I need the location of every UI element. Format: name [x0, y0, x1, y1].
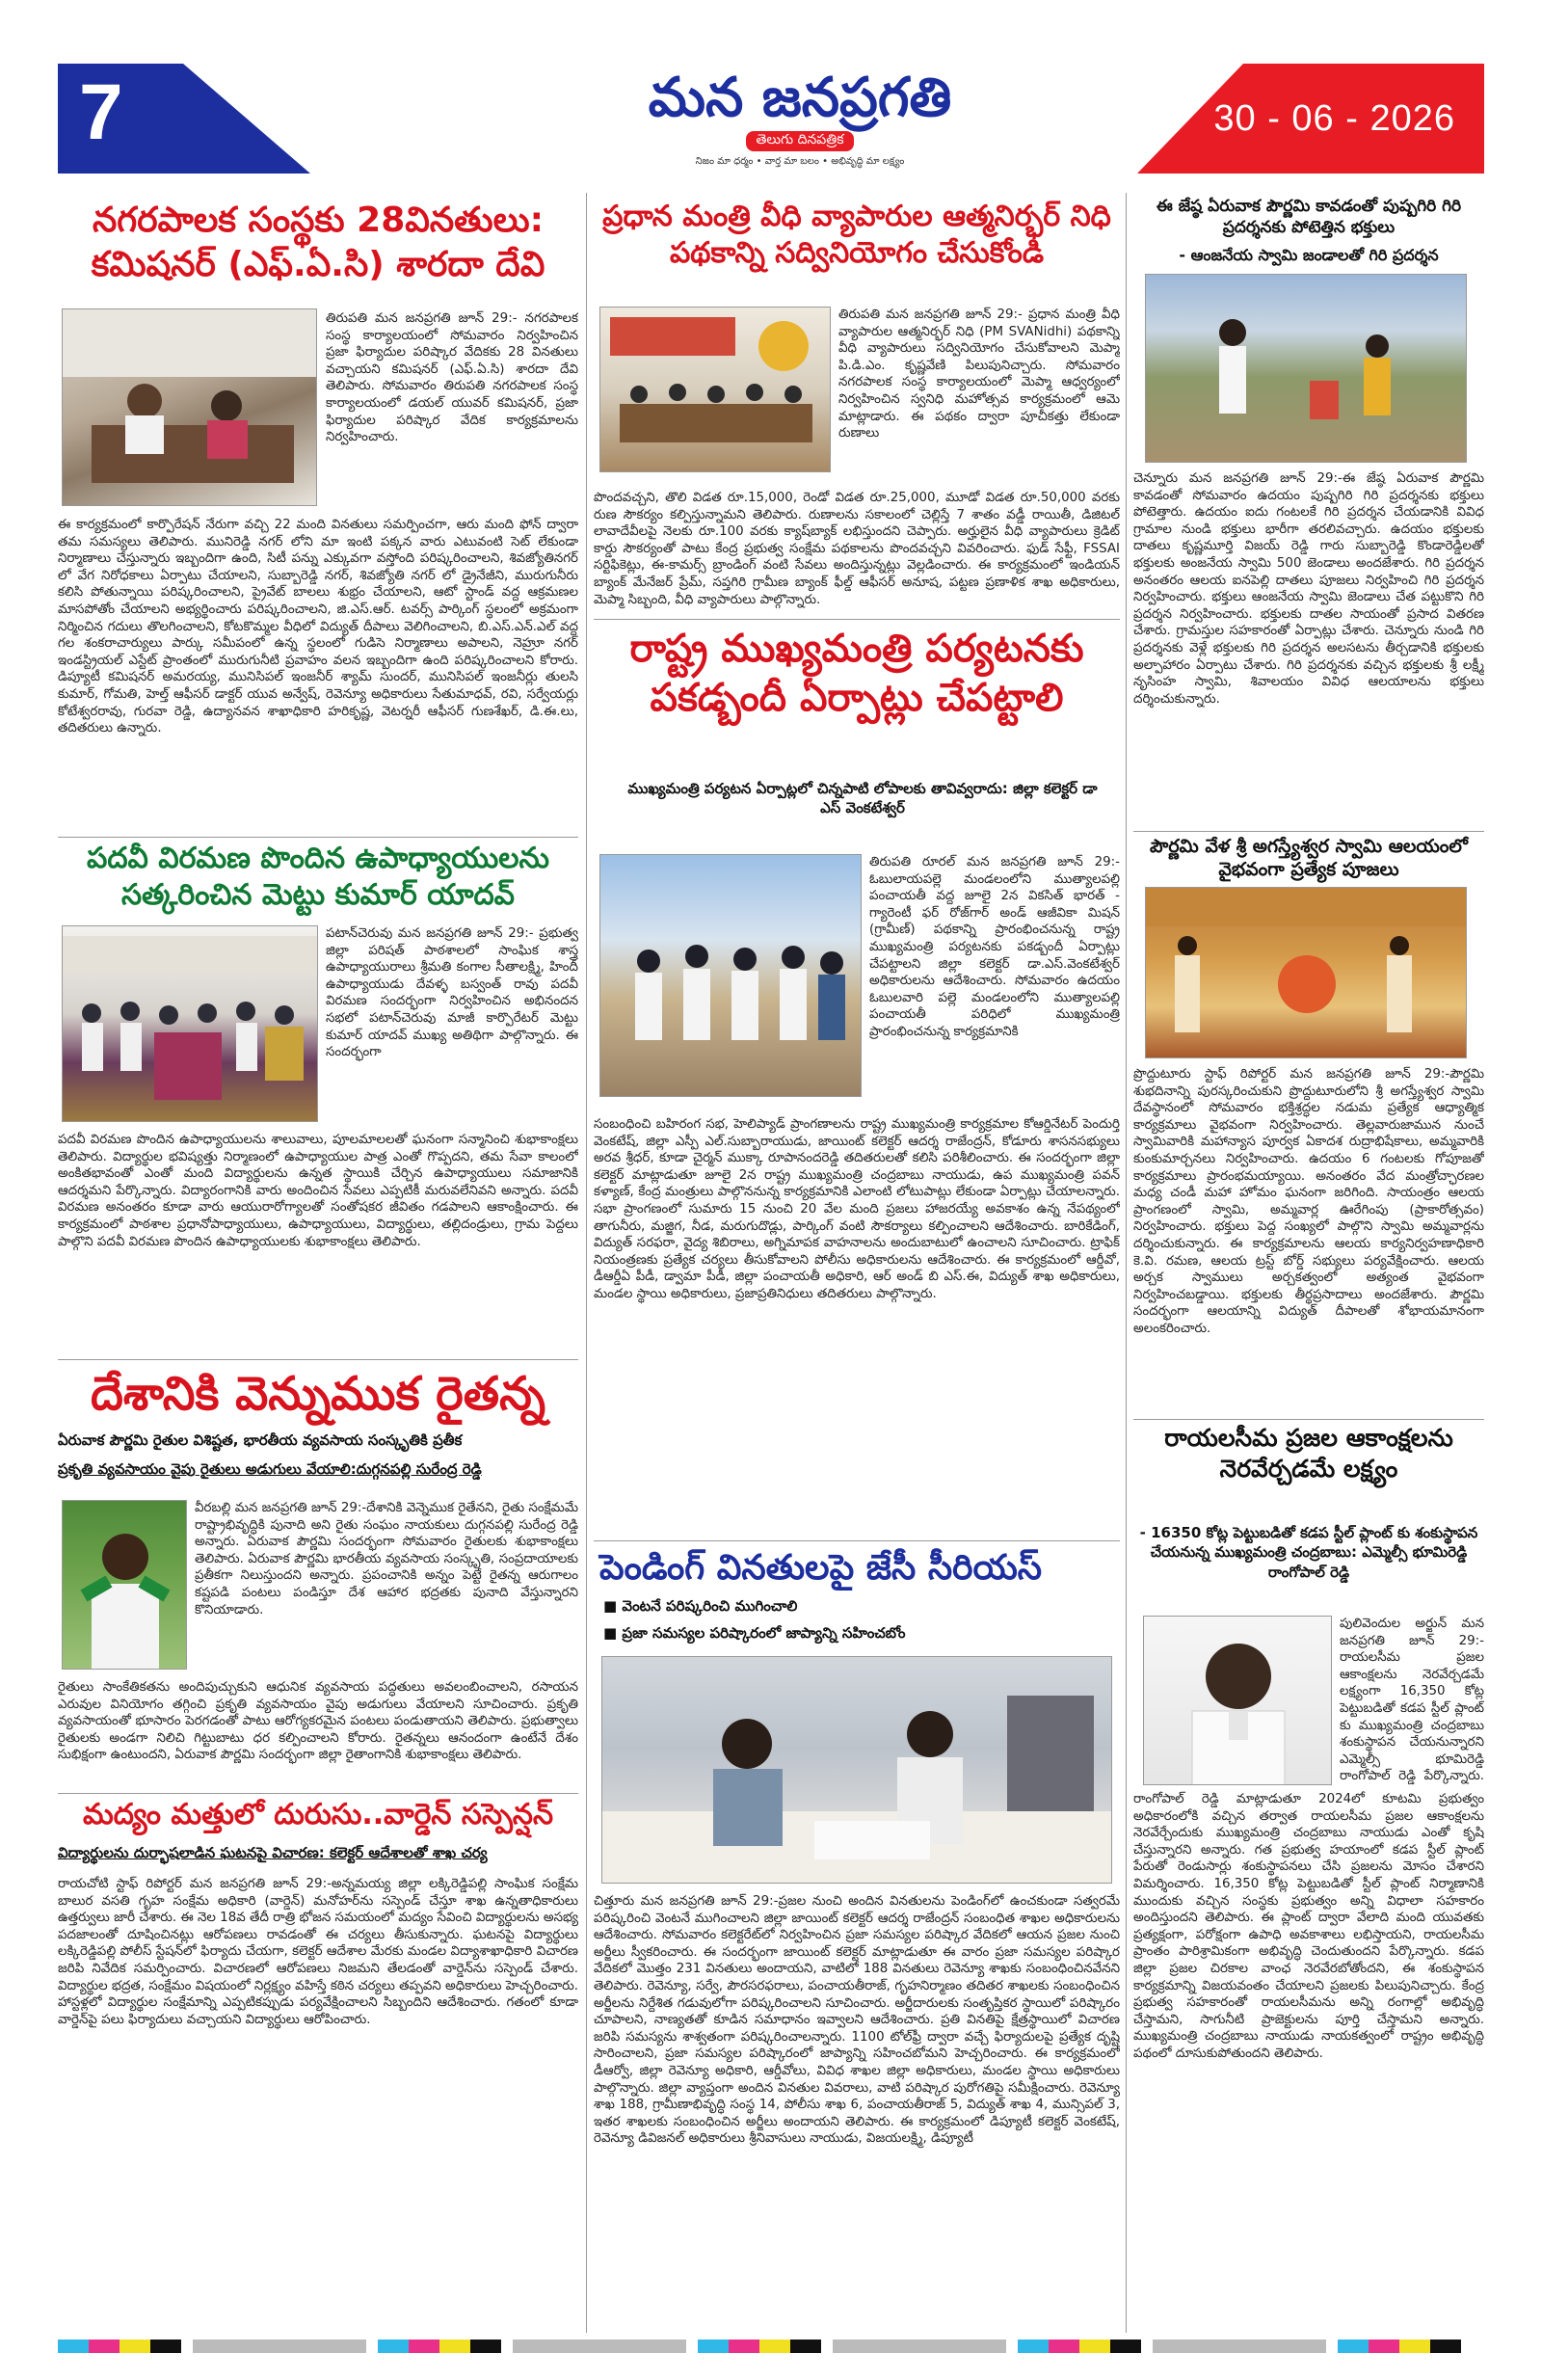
- column-divider: [1126, 193, 1127, 2333]
- article-body: తిరుపతి రూరల్ మన జనప్రగతి జూన్ 29:- ఓబులాయపల్లె మండలంలోని ముత్యాలపల్లి పంచాయతీ వద్ద జూలై 2న వికసిత్ భారత్ - గ్యారెంటీ ఫర్ రోజ్‌గార్ అండ్ ఆజీవికా మిషన్ (గ్రామీణ్) పథకాన్ని ప్రారంభించనున్న రాష్ట్ర ముఖ్యమంత్రి పర్యటనకు పకడ్బందీ ఏర్పాట్లు చేపట్టాలని జిల్లా కలెక్టర్ డా.ఎస్.వెంకటేశ్వర్ అధికారులను ఆదేశించారు. సోమవారం ఉదయం ఓబులవారి పల్లె మండలంలోని ముత్యాలపల్లి పంచాయతీ పరిధిలో ముఖ్యమంత్రి ప్రారంభించనున్న కార్యక్రమానికి: [869, 855, 1120, 1039]
- article-body: ఈ కార్యక్రమంలో కార్పొరేషన్ నేరుగా వచ్చి 22 మంది వినతులు సమర్పించగా, ఆరు మంది ఫోన్ ద్వారా తమ సమస్యలు తెలిపారు. మునిరెడ్డి నగర్ లోని మా ఇంటి పక్కన వారు ఎటువంటి సెట్ లేకుండా నిర్మాణాలు చేస్తున్నారు ఇబ్బందిగా ఉంది, సిటీ పన్ను ఎక్కువగా వస్తోంది పరిష్కరించాలని, శివజ్యోతినగర్ లో వేగ నిరోధకాలు ఏర్పాటు చేయాలని, సుబ్బారెడ్డి నగర్, శివజ్యోతి నగర్ లో డ్రైనేజీని, మురుగునీరు కలిసి పోతున్నాయి పరిష్కరించాలని, ప్రైవేట్ బాలలు శుభ్రం చేయాలని, ఆటో స్టాండ్ వద్ద ఆక్రమణల మాసపోతోం చేయాలని అభ్యర్థించారు పరిష్కరించాలని, జి.ఎస్.ఆర్. టవర్స్ పార్కింగ్ స్థలంలో అక్రమంగా నిర్మించిన గదులు తొలగించాలని, కోటకొమ్మల వీధిలో విద్యుత్ దీపాలు వెలిగించాలని, బి.ఎస్.ఎన్.ఎల్ వద్ద గల శంకరాచార్యులు పార్కు సమీపంలో ఉన్న స్థలంలో గుడిసె నిర్మాణాలు అపాలని, నెహ్రూ నగర్ ఇండస్ట్రియల్ ఎస్టేట్ ప్రాంతంలో మురుగునీటి ప్రవాహం వలన ఇబ్బందిగా ఉంది పరిష్కరించాలని కోరారు. డిప్యూటీ కమిషనర్ అమరయ్య, మునిసిపల్ ఇంజనీర్ శ్యామ్ సుందర్, మునిసిపల్ ఇంజనీర్లు తులసి కుమార్, గోమతి, హెల్త్ ఆఫీసర్ డాక్టర్ యువ అన్వేష్, రెవెన్యూ అధికారులు సేతుమాధవ్, రవి, సర్వేయర్లు కోటేశ్వరరావు, గురవా రెడ్డి, ఉద్యానవన శాఖాధికారి హరికృష్ణ, వెటర్నరీ ఆఫీసర్ గుణశేఖర్, డి.ఈ.లు, తదితరులు ఉన్నారు.: [58, 518, 578, 736]
- masthead: [58, 64, 1484, 174]
- article-body: చిత్తూరు మన జనప్రగతి జూన్ 29:-ప్రజల నుంచి అందిన వినతులను పెండింగ్‌లో ఉంచకుండా సత్వరమే పరిష్కరించి వెంటనే ముగించాలని జిల్లా జాయింట్ కలెక్టర్ ఆదర్శ రాజేంద్రన్ సంబంధిత శాఖల అధికారులను ఆదేశించారు. సోమవారం కలెక్టరేట్‌లో నిర్వహించిన ప్రజా సమస్యల పరిష్కార వేదికలో ఆయన ప్రజల నుంచి అర్జీలు స్వీకరించారు. ఈ సందర్భంగా జాయింట్ కలెక్టర్ మాట్లాడుతూ ఈ వారం ప్రజా సమస్యల పరిష్కార వేదికలో మొత్తం 231 వినతులు అందాయని, వాటిలో 188 వినతులు రెవెన్యూ శాఖకు సంబంధించినవేనని తెలిపారు. రెవెన్యూ, సర్వే, పౌరసరఫరాలు, పంచాయతీరాజ్, గృహనిర్మాణం తదితర శాఖలకు సంబంధించిన అర్జీలను నిర్దేశిత గడువులోగా పరిష్కరించాలని సూచించారు. అర్జీదారులకు సంతృప్తికర స్థాయిలో పరిష్కారం చూపాలని, నాణ్యతతో కూడిన సమాధానం ఇవ్వాలని ఆదేశించారు. ప్రతి వినతిపై క్షేత్రస్థాయిలో విచారణ జరిపి సమస్యను శాశ్వతంగా పరిష్కరించాలన్నారు. 1100 టోల్‌ఫ్రీ ద్వారా వచ్చే ఫిర్యాదులపై ప్రత్యేక దృష్టి సారించాలని, ప్రజా సమస్యల పరిష్కారంలో జాప్యాన్ని సహించబోమని హెచ్చరించారు. ఈ కార్యక్రమంలో డీఆర్వో, జిల్లా రెవెన్యూ అధికారి, ఆర్డీవోలు, వివిధ శాఖల జిల్లా అధికారులు, మండల స్థాయి అధికారులు పాల్గొన్నారు. జిల్లా వ్యాప్తంగా అందిన వినతుల వివరాలు, వాటి పరిష్కార పురోగతిపై సమీక్షించారు. రెవెన్యూ శాఖ 188, గ్రామీణాభివృద్ధి సంస్థ 14, పోలీసు శాఖ 6, పంచాయతీరాజ్ 5, విద్యుత్ శాఖ 4, మున్సిపల్ 3, ఇతర శాఖలకు సంబంధించిన అర్జీలు అందాయని తెలిపారు. ఈ కార్యక్రమంలో డిప్యూటీ కలెక్టర్ వెంకటేష్, రెవెన్యూ డివిజనల్ అధికారులు శ్రీనివాసులు నాయుడు, విజయలక్ష్మి, డిప్యూటీ: [594, 1894, 1120, 2147]
- article-subheading: ముఖ్యమంత్రి పర్యటన ఏర్పాట్లలో చిన్నపాటి లోపాలకు తావివ్వరాదు: జిల్లా కలెక్టర్ డా ఎస్ వెంకటేశ్వర్: [627, 780, 1098, 817]
- article-headline: దేశానికి వెన్నుముక రైతన్న: [90, 1367, 546, 1421]
- issue-date: 30 - 06 - 2026: [1213, 98, 1455, 139]
- article-body: చెన్నూరు మన జనప్రగతి జూన్ 29:-ఈ జేష్ఠ ఏరువాక పౌర్ణమి కావడంతో సోమవారం ఉదయం పుష్పగిరి గిరి ప్రదర్శనకు భక్తులు పోటెత్తారు. ఉదయం ఐదు గంటలకే గిరి ప్రదర్శన చేయడానికి వివిధ గ్రామాల నుండి భక్తులు భారీగా తరలివచ్చారు. ఉదయం భక్తులకు దాతలు కృష్ణమూర్తి విజయ్ రెడ్డి గారు సుబ్బారెడ్డి కొండారెడ్డిలతో భక్తులకు అంజనేయ స్వామి 500 జెండాలు అందజేశారు. గిరి ప్రదర్శన అనంతరం ఆలయ ఐనపెల్లి దాతలు పూజలు నిర్వహించి గిరి ప్రదర్శన నిర్వహించారు. భక్తులు ఆంజనేయ స్వామి జెండాలు చేత పట్టుకొని గిరి ప్రదర్శన నిర్వహించారు. భక్తులకు దాతల సాయంతో ప్రసాద వితరణ చేశారు. గ్రామస్తుల సహకారంతో ఏర్పాట్లు చేశారు. చెన్నూరు నుండి గిరి ప్రదర్శనకు వెళ్లే భక్తులకు గిరి ప్రదర్శన అలసటను తీర్చడానికి భక్తులకు అల్పాహారం ఏర్పాటు చేశారు. గిరి ప్రదర్శనకు వచ్చిన భక్తులకు శ్రీ లక్ష్మీ నృసింహ స్వామి, శివాలయం వివిధ ఆలయాలను భక్తులు దర్శించుకున్నారు.: [1133, 471, 1484, 707]
- article-separator: [58, 1793, 578, 1794]
- article-headline: పదవీ విరమణ పొందిన ఉపాధ్యాయులను సత్కరించిన మెట్టు కుమార్ యాదవ్: [87, 842, 549, 913]
- subheading-text: వెంటనే పరిష్కరించి ముగించాలి: [622, 1597, 798, 1615]
- article-body: ప్రొద్దుటూరు స్టాఫ్ రిపోర్టర్ మన జనప్రగతి జూన్ 29:-పౌర్ణమి శుభదినాన్ని పురస్కరించుకుని ప్రొద్దుటూరులోని శ్రీ అగస్త్యేశ్వర స్వామి దేవస్థానంలో సోమవారం భక్తిశ్రద్ధల నడుమ ప్రత్యేక ఆధ్యాత్మిక కార్యక్రమాలు వైభవంగా నిర్వహించారు. తెల్లవారుజామున నుంచే స్వామివారికి మహాన్యాస పూర్వక ఏకాదశ రుద్రాభిషేకాలు, అమ్మవారికి కుంకుమార్చనలు నిర్వహించారు. ఉదయం 6 గంటలకు గోపూజతో కార్యక్రమాలు ప్రారంభమయ్యాయి. అనంతరం వేద మంత్రోచ్ఛారణల మధ్య చండీ మహా హోమం ఘనంగా జరిగింది. సాయంత్రం ఆలయ ప్రాంగణంలో స్వామి, అమ్మవార్ల ఊరేగింపు (ప్రాకారోత్సవం) నిర్వహించారు. భక్తులు పెద్ద సంఖ్యలో పాల్గొని స్వామి అమ్మవార్లను దర్శించుకున్నారు. ఈ కార్యక్రమాలను ఆలయ కార్యనిర్వహణాధికారి కె.వి. రమణ, ఆలయ ట్రస్ట్ బోర్డ్ సభ్యులు పర్యవేక్షించారు. ఆలయ అర్చక స్వాములు అర్చకత్వంలో అత్యంత వైభవంగా నిర్వహించబడ్డాయి. భక్తులకు తీర్థప్రసాదాలు అందజేశారు. పౌర్ణమి సందర్భంగా ఆలయాన్ని విద్యుత్ దీపాలతో శోభాయమానంగా అలంకరించారు.: [1133, 1067, 1484, 1336]
- person-photo: [62, 1500, 187, 1670]
- article-subheading: ■ ప్రజా సమస్యల పరిష్కారంలో జాప్యాన్ని సహించబోం: [603, 1624, 906, 1642]
- article-subheading: - 16350 కోట్ల పెట్టుబడితో కడప స్టీల్ ప్లాంట్ కు శంకుస్థాపన చేయనున్న ముఖ్యమంత్రి చంద్రబాబు: ఎమ్మెల్సీ భూమిరెడ్డి రాంగోపాల్ రెడ్డి: [1139, 1524, 1478, 1581]
- article-headline: ఈ జేష్ఠ ఏరువాక పౌర్ణమి కావడంతో పుష్పగిరి గిరి ప్రదర్శనకు పోటెత్తిన భక్తులు: [1156, 197, 1462, 237]
- newspaper-logo: [612, 67, 988, 170]
- article-body: రాంగోపాల్ రెడ్డి మాట్లాడుతూ 2024లో కూటమి ప్రభుత్వం అధికారంలోకి వచ్చిన తర్వాత రాయలసీమ ప్రజల ఆకాంక్షలను నెరవేర్చేందుకు ముఖ్యమంత్రి చంద్రబాబు నాయుడు ఎంతో కృషి చేస్తున్నారని అన్నారు. గత ప్రభుత్వ హయాంలో కడప స్టీల్ ప్లాంట్ పేరుతో రెండుసార్లు శంకుస్థాపనలు చేసి ప్రజలను మోసం చేశారని విమర్శించారు. 16,350 కోట్ల పెట్టుబడితో స్టీల్ ప్లాంట్ నిర్మాణానికి ముందుకు వచ్చిన సంస్థకు ప్రభుత్వం అన్ని విధాలా సహకారం అందిస్తుందని తెలిపారు. ఈ ప్లాంట్ ద్వారా వేలాది మంది యువతకు ప్రత్యక్షంగా, పరోక్షంగా ఉపాధి అవకాశాలు లభిస్తాయని, రాయలసీమ ప్రాంతం పారిశ్రామికంగా అభివృద్ధి చెందుతుందని పేర్కొన్నారు. కడప జిల్లా ప్రజల చిరకాల వాంఛ నెరవేరబోతోందని, ఈ శంకుస్థాపన కార్యక్రమాన్ని విజయవంతం చేయాలని ప్రజలకు పిలుపునిచ్చారు. కేంద్ర ప్రభుత్వ సహకారంతో రాయలసీమను అన్ని రంగాల్లో అభివృద్ధి చేస్తామని, సాగునీటి ప్రాజెక్టులను పూర్తి చేస్తామని అన్నారు. ముఖ్యమంత్రి చంద్రబాబు నాయుడు నాయకత్వంలో రాష్ట్రం అభివృద్ధి పథంలో దూసుకుపోతుందని తెలిపారు.: [1133, 1792, 1484, 2061]
- logo-sub: నిజం మా ధర్మం • వార్త మా బలం • అభివృద్ధి మా లక్ష్యం: [695, 156, 905, 167]
- article-body: వీరబల్లి మన జనప్రగతి జూన్ 29:-దేశానికి వెన్నెముక రైతేనని, రైతు సంక్షేమమే రాష్ట్రాభివృద్ధికి పునాది అని రైతు సంఘం నాయకులు దుగ్గనపల్లి సురేంద్ర రెడ్డి అన్నారు. ఏరువాక పౌర్ణమి సందర్భంగా సోమవారం రైతులకు శుభాకాంక్షలు తెలిపారు. ఏరువాక పౌర్ణమి భారతీయ వ్యవసాయ సంస్కృతి, సంప్రదాయాలకు ప్రతీకగా నిలుస్తుందని అన్నారు. ప్రపంచానికి అన్నం పెట్టే రైతన్న ఆరుగాలం కష్టపడి పంటలు పండిస్తూ దేశ ఆహార భద్రతకు పునాది వేస్తున్నారని కొనియాడారు.: [195, 1501, 578, 1618]
- article-photo: [1145, 887, 1467, 1058]
- article-body: రాయచోటి స్టాఫ్ రిపోర్టర్ మన జనప్రగతి జూన్ 29:-అన్నమయ్య జిల్లా లక్కిరెడ్డిపల్లి సాంఘిక సంక్షేమ బాలుర వసతి గృహ సంక్షేమ అధికారి (వార్డెన్) మనోహర్‌ను సస్పెండ్ చేస్తూ శాఖ ఉన్నతాధికారులు ఉత్తర్వులు జారీ చేశారు. ఈ నెల 18వ తేదీ రాత్రి భోజన సమయంలో మద్యం సేవించి విద్యార్థులను అసభ్య పదజాలంతో దూషించినట్లు ఆరోపణలు రావడంతో ఈ చర్యలు తీసుకున్నారు. ఘటనపై విద్యార్థులు లక్కిరెడ్డిపల్లి పోలీస్ స్టేషన్‌లో ఫిర్యాదు చేయగా, కలెక్టర్ ఆదేశాల మేరకు మండల విద్యాశాఖాధికారి విచారణ జరిపి నివేదిక సమర్పించారు. విచారణలో ఆరోపణలు నిజమని తేలడంతో వార్డెన్‌ను సస్పెండ్ చేశారు. విద్యార్థుల భద్రత, సంక్షేమం విషయంలో నిర్లక్ష్యం వహిస్తే కఠిన చర్యలు తప్పవని అధికారులు హెచ్చరించారు. హాస్టళ్లలో విద్యార్థుల సంక్షేమాన్ని ఎప్పటికప్పుడు పర్యవేక్షించాలని సిబ్బందిని ఆదేశించారు. గతంలో కూడా వార్డెన్‌పై పలు ఫిర్యాదులు వచ్చాయని విద్యార్థులు ఆరోపించారు.: [58, 1877, 578, 2027]
- article-separator: [58, 1359, 578, 1360]
- article-headline: పౌర్ణమి వేళ శ్రీ అగస్త్యేశ్వర స్వామి ఆలయంలో వైభవంగా ప్రత్యేక పూజలు: [1150, 836, 1468, 881]
- article-separator: [1133, 1419, 1484, 1420]
- article-separator: [58, 837, 578, 838]
- article-subheading: ఏరువాక పౌర్ణమి రైతుల విశిష్టత, భారతీయ వ్యవసాయ సంస్కృతికి ప్రతీక: [58, 1431, 463, 1449]
- page-number: 7: [79, 68, 123, 156]
- article-headline: నగరపాలక సంస్థకు 28వినతులు: కమిషనర్ (ఎఫ్.ఏ.సి) శారదా దేవి: [91, 201, 545, 285]
- article-headline: రాయలసీమ ప్రజల ఆకాంక్షలను నెరవేర్చడమే లక్ష్యం: [1164, 1424, 1453, 1483]
- logo-tagline: తెలుగు దినపత్రిక: [746, 131, 853, 151]
- article-photo: [599, 854, 862, 1097]
- article-headline: రాష్ట్ర ముఖ్యమంత్రి పర్యటనకు పకడ్బందీ ఏర్పాట్లు చేపట్టాలి: [629, 627, 1084, 721]
- article-subheading: విద్యార్థులను దుర్భాషలాడిన ఘటనపై విచారణ: కలెక్టర్ ఆదేశాలతో శాఖ చర్య: [58, 1844, 488, 1861]
- article-headline: మద్యం మత్తులో దురుసు..వార్డెన్ సస్పెన్షన్: [82, 1798, 553, 1832]
- article-headline: పెండింగ్ వినతులపై జేసీ సీరియస్: [599, 1548, 1043, 1588]
- article-subheading: - ఆంజనేయ స్వామి జండాలతో గిరి ప్రదర్శన: [1179, 246, 1439, 264]
- column-divider: [586, 193, 587, 2333]
- article-photo: [62, 925, 318, 1122]
- article-headline: ప్రధాన మంత్రి వీధి వ్యాపారుల ఆత్మనిర్భర్ నిధి పథకాన్ని సద్వినియోగం చేసుకోండి: [602, 200, 1111, 271]
- article-separator: [594, 1540, 1120, 1541]
- article-photo: [1145, 274, 1467, 463]
- person-photo: [1143, 1616, 1332, 1785]
- logo-text: మన జనప్రగతి: [648, 67, 952, 129]
- article-body: రైతులు సాంకేతికతను అందిపుచ్చుకుని ఆధునిక వ్యవసాయ పద్ధతులు అవలంబించాలని, రసాయన ఎరువుల వినియోగం తగ్గించి ప్రకృతి వ్యవసాయం వైపు అడుగులు వేయాలని సూచించారు. ప్రకృతి వ్యవసాయంతో భూసారం పెరగడంతో పాటు ఆరోగ్యకరమైన పంటలు పండుతాయని తెలిపారు. ప్రభుత్వాలు రైతులకు అండగా నిలిచి గిట్టుబాటు ధర కల్పించాలని కోరారు. రైతన్నలు ఆనందంగా ఉంటేనే దేశం సుభిక్షంగా ఉంటుందని, ఏరువాక పౌర్ణమి సందర్భంగా జిల్లా రైతాంగానికి శుభాకాంక్షలు తెలిపారు.: [58, 1680, 578, 1763]
- article-photo: [62, 308, 317, 506]
- article-separator: [594, 619, 1120, 620]
- article-body: పొందవచ్చని, తొలి విడత రూ.15,000, రెండో విడత రూ.25,000, మూడో విడత రూ.50,000 వరకు రుణ సౌకర్యం కల్పిస్తున్నామని తెలిపారు. రుణాలను సకాలంలో చెల్లిస్తే 7 శాతం వడ్డీ రాయితీ, డిజిటల్ లావాదేవీలపై నెలకు రూ.100 వరకు క్యాష్‌బ్యాక్ లభిస్తుందని చెప్పారు. అర్హులైన వీధి వ్యాపారులు క్రెడిట్ కార్డు సౌకర్యంతో పాటు కేంద్ర ప్రభుత్వ సంక్షేమ పథకాలను పొందవచ్చని వివరించారు. ఫుడ్ సేఫ్టీ, FSSAI సర్టిఫికెట్లు, ఈ-కామర్స్ బ్రాండింగ్ వంటి సేవలు అందిస్తున్నట్లు వెల్లడించారు. ఈ కార్యక్రమంలో ఇండియన్ బ్యాంక్ మేనేజర్ ప్రేమ్, సప్తగిరి గ్రామీణ బ్యాంక్ ఫీల్డ్ ఆఫీసర్ అనూష, పట్టణ ప్రణాళిక శాఖ అధికారులు, మెప్మా సిబ్బంది, వీధి వ్యాపారులు పాల్గొన్నారు.: [594, 491, 1120, 607]
- article-body: సంబంధించి బహిరంగ సభ, హెలిప్యాడ్ ప్రాంగణాలను రాష్ట్ర ముఖ్యమంత్రి కార్యక్రమాల కోఆర్డినేటర్ పెందుర్తి వెంకటేష్, జిల్లా ఎస్పీ ఎల్.సుబ్బారాయుడు, జాయింట్ కలెక్టర్ ఆదర్శ రాజేంద్రన్, కోడూరు శాసనసభ్యులు అరవ శ్రీధర్, కూడా చైర్మన్ ముక్కా రూపానందరెడ్డి తదితరులతో కలిసి పరిశీలించారు. ఈ సందర్భంగా జిల్లా కలెక్టర్ మాట్లాడుతూ జూలై 2న రాష్ట్ర ముఖ్యమంత్రి చంద్రబాబు నాయుడు, ఉప ముఖ్యమంత్రి పవన్ కళ్యాణ్, కేంద్ర మంత్రులు పాల్గొననున్న కార్యక్రమానికి ఎలాంటి లోటుపాట్లు లేకుండా ఏర్పాట్లు చేయాలన్నారు. సభా ప్రాంగణంలో సుమారు 15 నుంచి 20 వేల మంది ప్రజలు హాజరయ్యే అవకాశం ఉన్న నేపథ్యంలో తాగునీరు, మజ్జిగ, నీడ, మరుగుదొడ్లు, పార్కింగ్ వంటి సౌకర్యాలు కల్పించాలని ఆదేశించారు. బారికేడింగ్, విద్యుత్ సరఫరా, వైద్య శిబిరాలు, అగ్నిమాపక వాహనాలను అందుబాటులో ఉంచాలని సూచించారు. ట్రాఫిక్ నియంత్రణకు ప్రత్యేక చర్యలు తీసుకోవాలని పోలీసు అధికారులను ఆదేశించారు. ఈ కార్యక్రమంలో ఆర్డీవో, డీఆర్డీఏ పీడీ, డ్వామా పీడీ, జిల్లా పంచాయతీ అధికారి, ఆర్ అండ్ బి ఎస్.ఈ, విద్యుత్ శాఖ అధికారులు, మండల స్థాయి అధికారులు, ప్రజాప్రతినిధులు తదితరులు పాల్గొన్నారు.: [594, 1117, 1120, 1301]
- article-body: తిరుపతి మన జనప్రగతి జూన్ 29:- నగరపాలక సంస్థ కార్యాలయంలో సోమవారం నిర్వహించిన ప్రజా ఫిర్యాదుల పరిష్కార వేదికకు 28 వినతులు వచ్చాయని కమిషనర్ (ఎఫ్.ఏ.సి) శారదా దేవి తెలిపారు. సోమవారం తిరుపతి నగరపాలక సంస్థ కార్యాలయంలో డయల్ యువర్ కమిషనర్, ప్రజా ఫిర్యాదుల పరిష్కార వేదిక కార్యక్రమాలను నిర్వహించారు.: [326, 311, 578, 445]
- article-body: పటాన్‌చెరువు మన జనప్రగతి జూన్ 29:- ప్రభుత్వ జిల్లా పరిషత్ పాఠశాలలో సాంఘిక శాస్త్ర ఉపాధ్యాయురాలు శ్రీమతి కంగాల సీతాలక్ష్మి, హిందీ ఉపాధ్యాయుడు దేవళ్ళ బస్వంత్ రావు పదవీ విరమణ సందర్భంగా నిర్వహించిన అభినందన సభలో పటాన్‌చెరువు మాజీ కార్పొరేటర్ మెట్టు కుమార్ యాదవ్ ముఖ్య అతిథిగా పాల్గొన్నారు. ఈ సందర్భంగా: [326, 926, 578, 1060]
- article-body: పులివెందుల అర్జున్ మన జనప్రగతి జూన్ 29:-రాయలసీమ ప్రజల ఆకాంక్షలను నెరవేర్చడమే లక్ష్యంగా 16,350 కోట్ల పెట్టుబడితో కడప స్టీల్ ప్లాంట్ కు ముఖ్యమంత్రి చంద్రబాబు శంకుస్థాపన చేయనున్నారని ఎమ్మెల్సీ భూమిరెడ్డి రాంగోపాల్ రెడ్డి పేర్కొన్నారు.: [1340, 1617, 1484, 1784]
- article-photo: [599, 307, 831, 472]
- article-body: పదవీ విరమణ పొందిన ఉపాధ్యాయులను శాలువాలు, పూలమాలలతో ఘనంగా సన్మానించి శుభాకాంక్షలు తెలిపారు. విద్యార్థుల భవిష్యత్తు నిర్మాణంలో ఉపాధ్యాయుల పాత్ర ఎంతో గొప్పదని, తమ సేవా కాలంలో అంకితభావంతో ఎంతో మంది విద్యార్థులను ఉన్నత స్థాయికి చేర్చిన ఉపాధ్యాయులు సమాజానికి ఆదర్శమని పేర్కొన్నారు. విద్యారంగానికి వారు అందించిన సేవలు ఎప్పటికీ మరువలేనివని అన్నారు. పదవీ విరమణ అనంతరం కూడా వారు ఆయురారోగ్యాలతో సంతోషకర జీవితం గడపాలని ఆకాంక్షించారు. ఈ కార్యక్రమంలో పాఠశాల ప్రధానోపాధ్యాయులు, ఉపాధ్యాయులు, విద్యార్థులు, తల్లిదండ్రులు, గ్రామ పెద్దలు పాల్గొని పదవీ విరమణ పొందిన ఉపాధ్యాయులకు శుభాకాంక్షలు తెలిపారు.: [58, 1133, 578, 1249]
- article-subheading: ■ వెంటనే పరిష్కరించి ముగించాలి: [603, 1597, 798, 1615]
- article-photo: [601, 1656, 1112, 1884]
- subheading-text: ప్రజా సమస్యల పరిష్కారంలో జాప్యాన్ని సహించబోం: [622, 1624, 906, 1642]
- article-separator: [1133, 831, 1484, 832]
- article-subheading: ప్రకృతి వ్యవసాయం వైపు రైతులు అడుగులు వేయాలి:దుగ్గనపల్లి సురేంద్ర రెడ్డి: [58, 1460, 482, 1478]
- article-body: తిరుపతి మన జనప్రగతి జూన్ 29:- ప్రధాన మంత్రి వీధి వ్యాపారుల ఆత్మనిర్భర్ నిధి (PM SVANidhi) పథకాన్ని వీధి వ్యాపారులు సద్వినియోగం చేసుకోవాలని మెప్మా పి.డి.ఎం. కృష్ణవేణి పిలుపునిచ్చారు. సోమవారం నగరపాలక సంస్థ కార్యాలయంలో మెప్మా ఆధ్వర్యంలో నిర్వహించిన స్వనిధి మహోత్సవ కార్యక్రమంలో ఆమె మాట్లాడారు. ఈ పథకం ద్వారా పూచీకత్తు లేకుండా రుణాలు: [838, 308, 1120, 441]
